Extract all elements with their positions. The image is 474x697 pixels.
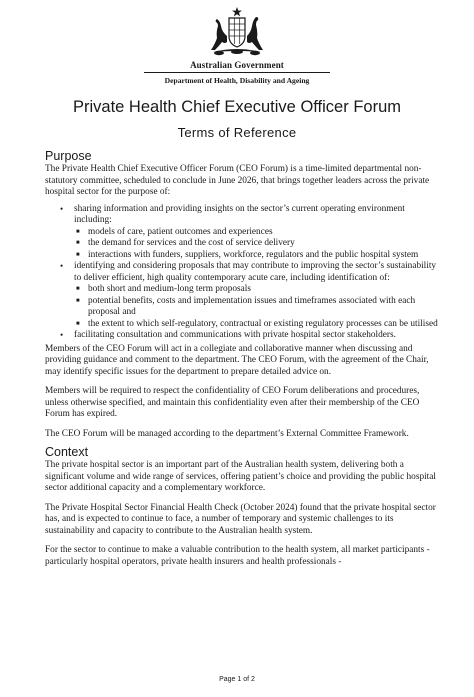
paragraph: The CEO Forum will be managed according to the department’s External Committee Framework.	[45, 428, 409, 439]
department-name: Department of Health, Disability and Ageing	[164, 76, 310, 85]
document-subtitle: Terms of Reference	[177, 125, 297, 140]
header-divider	[144, 72, 330, 73]
paragraph: The Private Hospital Sector Financial Health Check (October 2024) found that the private hospital sector has, and is expected to continue to face, a number of temporary and systemic challenges to its sustainability and capacity to contribute to the Australian health system.	[45, 502, 436, 536]
paragraph: Members of the CEO Forum will act in a collegiate and collaborative manner when discussing and providing guidance and comment to the department. The CEO Forum, with the agreement of the Chair, may identify specific issues for the department to prepare detailed advice on.	[45, 343, 429, 377]
sub-list-item: ■ interactions with funders, suppliers, workforce, regulators and the public hospital system	[76, 249, 419, 260]
sub-list-item: ■ the demand for services and the cost of service delivery	[76, 238, 295, 248]
paragraph: For the sector to continue to make a valuable contribution to the health system, all market participants - particularly hospital operators, private health insurers and health professionals -	[45, 545, 430, 567]
bullet-icon: •	[60, 330, 64, 340]
paragraph: The private hospital sector is an important part of the Australian health system, delivering both a significant volume and wide range of services, offering patient’s choice and providing the public hospital sector additional capacity and a complementary workforce.	[45, 460, 436, 493]
sub-list-item: ■ potential benefits, costs and implementation issues and timeframes associated with each proposal and	[76, 295, 416, 317]
bullet-icon: •	[60, 261, 64, 271]
square-bullet-icon: ■	[76, 228, 80, 235]
list-item: • identifying and considering proposals that may contribute to improving the sector’s sustainability to deliver efficient, high quality contemporary acute care, including identification of:	[60, 261, 437, 283]
sub-list-item: ■ the extent to which self-regulatory, contractual or existing regulatory processes can be utilised	[76, 318, 438, 329]
document-title: Private Health Chief Executive Officer Forum	[73, 98, 401, 116]
square-bullet-icon: ■	[76, 297, 80, 304]
square-bullet-icon: ■	[76, 240, 80, 246]
bullet-icon: •	[60, 203, 64, 214]
square-bullet-icon: ■	[76, 251, 80, 258]
paragraph: Members will be required to respect the confidentiality of CEO Forum deliberations and procedures, unless otherwise specified, and maintain this confidentiality even after their membership of the CEO Forum has expired.	[45, 386, 420, 419]
sub-list-item: ■ models of care, patient outcomes and experiences	[76, 226, 273, 237]
list-item: • sharing information and providing insights on the sector’s current operating environment including:	[60, 203, 405, 225]
government-name: Australian Government	[190, 60, 284, 70]
purpose-heading: Purpose	[45, 149, 92, 163]
sub-list-item: ■ both short and medium-long term proposals	[76, 284, 251, 294]
purpose-intro: The Private Health Chief Executive Officer Forum (CEO Forum) is a time-limited departmental non-statutory committee, scheduled to conclude in June 2026, that brings together leaders across the private hospital sector for the purpose of:	[45, 164, 430, 197]
square-bullet-icon: ■	[76, 320, 80, 327]
square-bullet-icon: ■	[76, 286, 80, 292]
document-body	[45, 148, 440, 576]
page-number: Page 1 of 2	[219, 676, 255, 683]
government-header	[0, 6, 474, 85]
context-heading: Context	[45, 445, 89, 459]
list-item: • facilitating consultation and communications with private hospital sector stakeholders.	[60, 330, 396, 340]
coat-of-arms-icon	[205, 6, 269, 58]
